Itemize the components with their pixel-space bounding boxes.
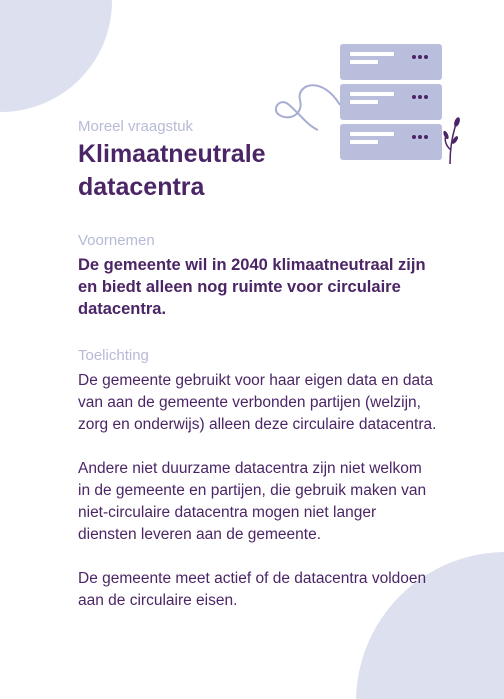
plant-icon — [442, 116, 461, 164]
intention-text: De gemeente wil in 2040 klimaatneutraal zijn en biedt alleen nog ruimte voor circulaire datacentra. — [78, 256, 426, 318]
explanation-paragraph: De gemeente meet actief of de datacentra voldoen aan de circulaire eisen. — [78, 570, 427, 609]
explanation-paragraph: De gemeente gebruikt voor haar eigen data en data van aan de gemeente verbonden partijen (welzijn, zorg en onderwijs) alleen deze circulaire datacentra. — [78, 372, 437, 433]
decorative-circle-top-left — [0, 0, 112, 112]
card-title: Klimaatneutrale datacentra — [78, 140, 266, 201]
intention-label: Voornemen — [78, 232, 155, 249]
explanation-label: Toelichting — [78, 347, 149, 364]
kicker-label: Moreel vraagstuk — [78, 118, 194, 135]
explanation-body — [78, 370, 438, 634]
explanation-paragraph: Andere niet duurzame datacentra zijn niet welkom in de gemeente en partijen, die gebruik maken van niet-circulaire datacentra mogen niet langer diensten leveren aan de gemeente. — [78, 460, 427, 543]
